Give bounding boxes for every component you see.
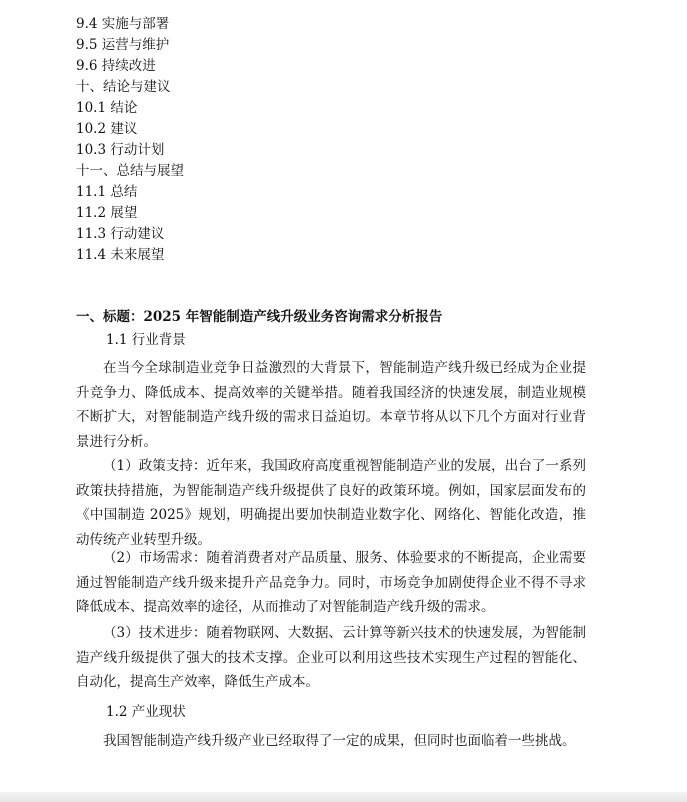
paragraph-policy-support: （1）政策支持：近年来，我国政府高度重视智能制造产业的发展，出台了一系列政策扶持措施，为智能制造产线升级提供了良好的政策环境。例如，国家层面发布的《中国制造 2025》规划，明确提出要加快制造业数字化、网络化、智能化改造，推动传统产业转型升级。 [76,458,586,548]
toc-item[interactable]: 9.4 实施与部署 [76,16,170,32]
subsection-title-industry-status: 1.2 产业现状 [106,704,186,720]
toc-item[interactable]: 9.5 运营与维护 [76,37,170,53]
toc-item[interactable]: 11.2 展望 [76,205,138,221]
toc-item[interactable]: 十、结论与建议 [76,79,171,95]
page-bottom-edge [0,792,687,802]
toc-item[interactable]: 十一、总结与展望 [76,163,184,179]
toc-item[interactable]: 11.3 行动建议 [76,226,165,242]
paragraph-intro: 在当今全球制造业竞争日益激烈的大背景下，智能制造产线升级已经成为企业提升竞争力、降低成本、提高效率的关键举措。随着我国经济的快速发展，制造业规模不断扩大，对智能制造产线升级的需求日益迫切。本章节将从以下几个方面对行业背景进行分析。 [76,360,586,450]
paragraph-industry-status: 我国智能制造产线升级产业已经取得了一定的成果，但同时也面临着一些挑战。 [103,733,576,749]
paragraph-tech-progress: （3）技术进步：随着物联网、大数据、云计算等新兴技术的快速发展，为智能制造产线升级提供了强大的技术支撑。企业可以利用这些技术实现生产过程的智能化、自动化，提高生产效率，降低生产成本。 [76,625,586,690]
toc-item[interactable]: 9.6 持续改进 [76,58,156,74]
section-title: 一、标题：2025 年智能制造产线升级业务咨询需求分析报告 [76,309,443,325]
table-of-contents [76,14,184,266]
paragraph-market-demand: （2）市场需求：随着消费者对产品质量、服务、体验要求的不断提高，企业需要通过智能制造产线升级来提升产品竞争力。同时，市场竞争加剧使得企业不得不寻求降低成本、提高效率的途径，从而推动了对智能制造产线升级的需求。 [76,550,586,615]
toc-item[interactable]: 10.1 结论 [76,100,138,116]
toc-item[interactable]: 10.2 建议 [76,121,138,137]
toc-item[interactable]: 10.3 行动计划 [76,142,165,158]
subsection-title-industry-background: 1.1 行业背景 [106,332,186,348]
toc-item[interactable]: 11.1 总结 [76,184,138,200]
toc-item[interactable]: 11.4 未来展望 [76,247,165,263]
